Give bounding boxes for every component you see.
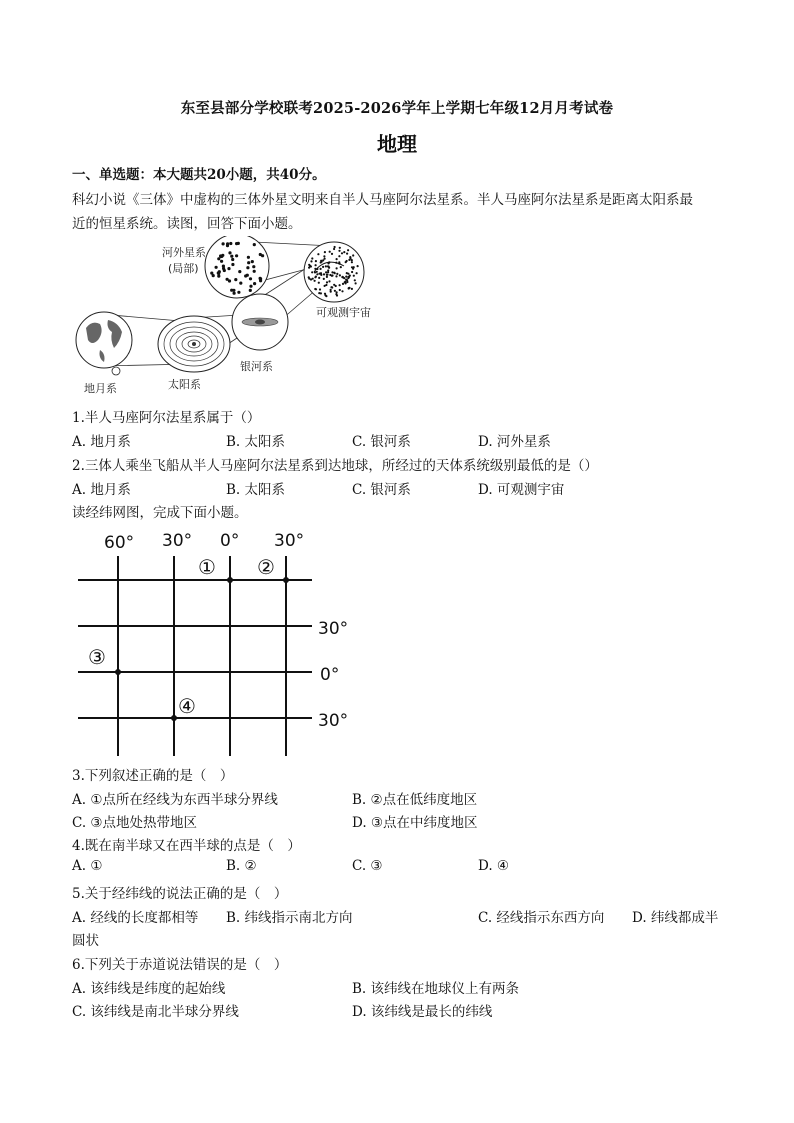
star-dot: [333, 248, 335, 250]
q2-option-b[interactable]: B. 太阳系: [226, 482, 286, 498]
star-dot: [239, 282, 242, 285]
star-dot: [335, 275, 337, 277]
star-dot: [342, 283, 344, 285]
star-dot: [253, 270, 256, 273]
star-dot: [320, 268, 322, 270]
star-dot: [338, 255, 340, 257]
star-dot: [333, 284, 335, 286]
q2-option-d[interactable]: D. 可观测宇宙: [478, 482, 565, 498]
star-dot: [235, 242, 238, 245]
q6-option-b[interactable]: B. 该纬线在地球仪上有两条: [352, 981, 520, 997]
star-dot: [341, 290, 343, 292]
star-dot: [334, 290, 336, 292]
lon-label-60w: 60°: [104, 533, 135, 553]
star-dot: [308, 276, 310, 278]
star-dot: [253, 282, 256, 285]
star-dot: [222, 242, 225, 245]
star-dot: [259, 253, 262, 256]
star-dot: [328, 267, 330, 269]
star-dot: [347, 249, 349, 251]
star-dot: [349, 257, 351, 259]
star-dot: [246, 266, 249, 269]
star-dot: [336, 273, 338, 275]
star-dot: [315, 288, 317, 290]
lat-label-30s: 30°: [318, 711, 349, 731]
star-dot: [330, 291, 332, 293]
star-dot: [322, 266, 324, 268]
question-4: 4.既在南半球又在西半球的点是（ ）: [72, 838, 301, 854]
star-dot: [322, 259, 324, 261]
q1-option-d[interactable]: D. 河外星系: [478, 434, 551, 450]
star-dot: [315, 260, 317, 262]
star-dot: [329, 274, 331, 276]
star-dot: [334, 246, 336, 248]
q6-option-c[interactable]: C. 该纬线是南北半球分界线: [72, 1004, 239, 1020]
star-dot: [249, 285, 252, 288]
point-1-label: ①: [198, 555, 216, 579]
star-dot: [328, 280, 330, 282]
other-galaxy-icon: [205, 236, 269, 298]
q5-option-b[interactable]: B. 纬线指示南北方向: [226, 910, 353, 926]
q3-option-d[interactable]: D. ③点在中纬度地区: [352, 815, 478, 831]
star-dot: [339, 289, 341, 291]
star-dot: [352, 254, 354, 256]
q4-option-c[interactable]: C. ③: [352, 858, 383, 874]
star-dot: [325, 265, 327, 267]
q6-option-a[interactable]: A. 该纬线是纬度的起始线: [72, 981, 226, 997]
star-dot: [346, 281, 348, 283]
star-dot: [339, 247, 341, 249]
lon-label-30e: 30°: [274, 531, 305, 551]
star-dot: [311, 257, 313, 259]
q5-option-d-continued: 圆状: [72, 933, 99, 949]
star-dot: [237, 291, 240, 294]
lat-label-30n: 30°: [318, 619, 349, 639]
star-dot: [229, 242, 232, 245]
subject-title: 地理: [377, 132, 417, 156]
star-dot: [340, 266, 342, 268]
label-observable-universe: 可观测宇宙: [316, 306, 371, 319]
star-dot: [315, 276, 317, 278]
q4-option-b[interactable]: B. ②: [226, 858, 257, 874]
star-dot: [336, 291, 338, 293]
star-dot: [215, 266, 218, 269]
q2-option-c[interactable]: C. 银河系: [352, 482, 411, 498]
section-heading: 一、单选题：本大题共20小题，共40分。: [72, 167, 326, 183]
label-other-galaxy-sub: (局部): [168, 262, 199, 275]
star-dot: [342, 276, 344, 278]
q5-option-c[interactable]: C. 经线指示东西方向: [478, 910, 605, 926]
star-dot: [308, 264, 310, 266]
star-dot: [345, 276, 347, 278]
lon-label-0: 0°: [220, 531, 240, 551]
star-dot: [325, 284, 327, 286]
star-dot: [330, 286, 332, 288]
star-dot: [351, 261, 353, 263]
q5-option-d[interactable]: D. 纬线都成半: [632, 910, 719, 926]
point-4-label: ④: [178, 694, 196, 718]
star-dot: [259, 279, 262, 282]
q3-option-b[interactable]: B. ②点在低纬度地区: [352, 792, 478, 808]
star-dot: [324, 251, 326, 253]
star-dot: [345, 261, 347, 263]
star-dot: [226, 242, 229, 245]
star-dot: [238, 270, 241, 273]
moon-icon: [112, 367, 120, 375]
star-dot: [235, 254, 238, 257]
star-dot: [318, 282, 320, 284]
star-dot: [346, 253, 348, 255]
question-3: 3.下列叙述正确的是（ ）: [72, 768, 234, 784]
star-dot: [334, 272, 336, 274]
star-dot: [348, 287, 350, 289]
passage2-intro: 读经纬网图，完成下面小题。: [72, 505, 248, 521]
star-dot: [233, 292, 236, 295]
q1-option-a[interactable]: A. 地月系: [72, 434, 131, 450]
star-dot: [231, 258, 234, 261]
question-5: 5.关于经纬线的说法正确的是（ ）: [72, 886, 288, 902]
q6-option-d[interactable]: D. 该纬线是最长的纬线: [352, 1004, 493, 1020]
q4-option-d[interactable]: D. ④: [478, 858, 510, 874]
star-dot: [323, 255, 325, 257]
star-dot: [326, 281, 328, 283]
star-dot: [331, 253, 333, 255]
star-dot: [230, 255, 233, 258]
passage1-line1: 科幻小说《三体》中虚构的三体外星文明来自半人马座阿尔法星系。半人马座阿尔法星系是距离太阳系最: [72, 192, 693, 208]
star-dot: [320, 260, 322, 262]
star-dot: [320, 274, 322, 276]
star-dot: [315, 264, 317, 266]
label-earth-moon: 地月系: [84, 382, 117, 395]
star-dot: [249, 277, 252, 280]
star-dot: [355, 282, 357, 284]
cosmic-hierarchy-figure: [70, 236, 390, 398]
question-1: 1.半人马座阿尔法星系属于（）: [72, 410, 261, 426]
label-milky-way: 银河系: [240, 360, 273, 373]
star-dot: [356, 272, 358, 274]
q3-option-a[interactable]: A. ①点所在经线为东西半球分界线: [72, 792, 278, 808]
star-dot: [354, 279, 356, 281]
star-dot: [353, 275, 355, 277]
star-dot: [308, 267, 310, 269]
q3-option-c[interactable]: C. ③点地处热带地区: [72, 815, 198, 831]
q1-option-b[interactable]: B. 太阳系: [226, 434, 286, 450]
star-dot: [227, 267, 230, 270]
star-dot: [319, 288, 321, 290]
point-2-label: ②: [257, 555, 275, 579]
q5-option-a[interactable]: A. 经线的长度都相等: [72, 910, 199, 926]
star-dot: [316, 273, 318, 275]
star-dot: [231, 263, 234, 266]
star-dot: [318, 277, 320, 279]
label-solar-system: 太阳系: [168, 378, 201, 391]
star-dot: [351, 288, 353, 290]
star-dot: [325, 295, 327, 297]
star-dot: [244, 274, 247, 277]
lon-label-30w: 30°: [162, 531, 193, 551]
star-dot: [327, 269, 329, 271]
star-dot: [353, 266, 355, 268]
question-6: 6.下列关于赤道说法错误的是（ ）: [72, 957, 288, 973]
q2-option-a[interactable]: A. 地月系: [72, 482, 131, 498]
q1-option-c[interactable]: C. 银河系: [352, 434, 411, 450]
star-dot: [228, 279, 231, 282]
star-dot: [317, 253, 319, 255]
star-dot: [331, 271, 333, 273]
star-dot: [220, 260, 223, 263]
star-dot: [232, 289, 235, 292]
star-dot: [351, 271, 353, 273]
star-dot: [323, 273, 325, 275]
star-dot: [357, 265, 359, 267]
star-dot: [343, 251, 345, 253]
star-dot: [247, 261, 250, 264]
star-dot: [234, 278, 237, 281]
star-dot: [210, 272, 213, 275]
lat-lon-grid-figure: [70, 526, 370, 758]
exam-title: 东至县部分学校联考2025-2026学年上学期七年级12月月考试卷: [180, 100, 614, 117]
star-dot: [348, 276, 350, 278]
point-3-label: ③: [88, 645, 106, 669]
observable-universe-icon: [304, 242, 364, 302]
star-dot: [222, 267, 225, 270]
star-dot: [339, 284, 341, 286]
question-2: 2.三体人乘坐飞船从半人马座阿尔法星系到达地球，所经过的天体系统级别最低的是（）: [72, 458, 598, 474]
star-dot: [310, 260, 312, 262]
star-dot: [339, 274, 341, 276]
star-dot: [344, 281, 346, 283]
star-dot: [318, 292, 320, 294]
passage1-line2: 近的恒星系统。读图，回答下面小题。: [72, 216, 302, 232]
star-dot: [346, 272, 348, 274]
star-dot: [329, 251, 331, 253]
label-other-galaxy: 河外星系: [162, 246, 206, 259]
star-dot: [311, 271, 313, 273]
star-dot: [314, 280, 316, 282]
star-dot: [219, 254, 222, 257]
star-dot: [310, 278, 312, 280]
star-dot: [252, 265, 255, 268]
q4-option-a[interactable]: A. ①: [72, 858, 103, 874]
star-dot: [251, 260, 254, 263]
star-dot: [324, 293, 326, 295]
star-dot: [228, 251, 231, 254]
star-dot: [338, 250, 340, 252]
star-dot: [253, 243, 256, 246]
milky-way-icon: [232, 294, 288, 350]
star-dot: [341, 252, 343, 254]
star-dot: [323, 278, 325, 280]
star-dot: [336, 267, 338, 269]
star-dot: [249, 289, 252, 292]
star-dot: [336, 258, 338, 260]
solar-system-icon: [158, 316, 230, 372]
star-dot: [247, 256, 250, 259]
star-dot: [324, 258, 326, 260]
star-dot: [326, 276, 328, 278]
star-dot: [218, 270, 221, 273]
star-dot: [326, 274, 328, 276]
star-dot: [325, 271, 327, 273]
lat-label-0: 0°: [320, 665, 340, 685]
